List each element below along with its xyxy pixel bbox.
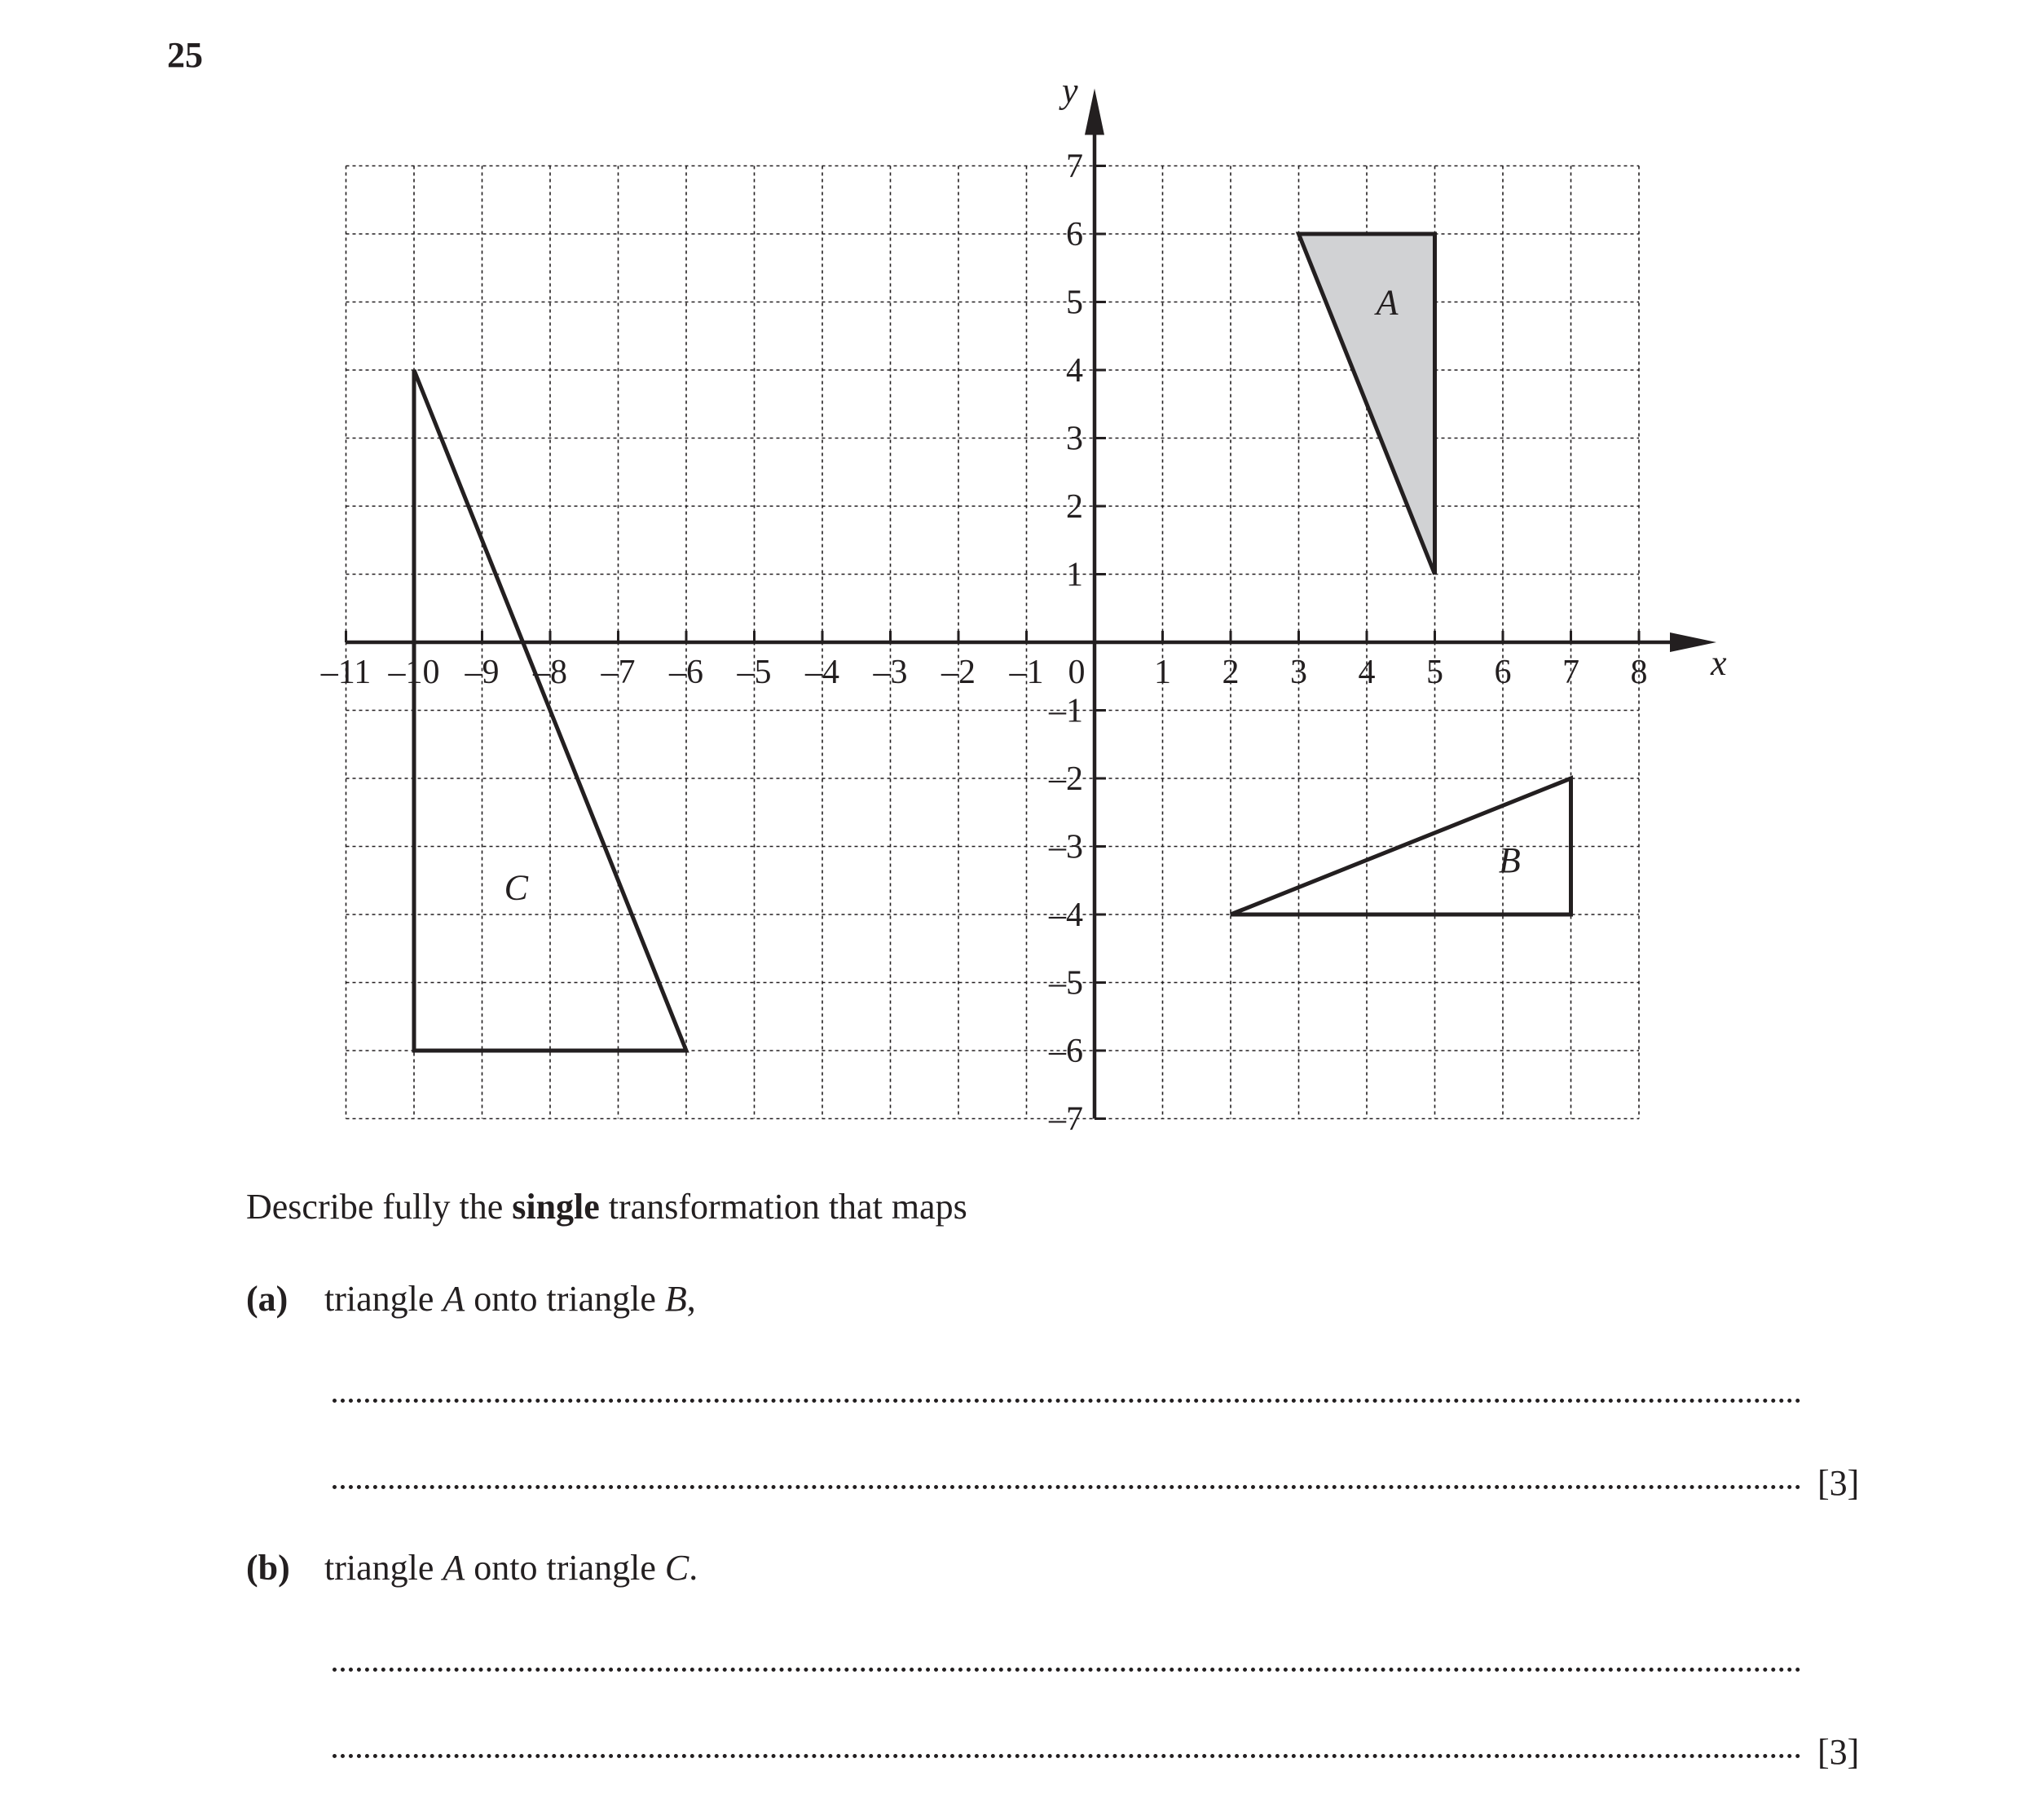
part-a-text-2: onto triangle [465,1279,665,1319]
y-tick-label: 2 [1066,488,1083,526]
y-axis-arrow [1085,89,1104,135]
x-tick-label: 3 [1290,654,1307,691]
y-tick-label: –7 [1049,1100,1083,1139]
part-a-shape-1: A [443,1279,465,1319]
x-tick-label: 5 [1426,654,1443,691]
x-tick-label: 7 [1562,654,1579,691]
part-b-shape-2: C [664,1548,689,1588]
x-tick-label: –2 [941,654,976,691]
y-axis-label: y [1062,70,1078,111]
stem-text-1: Describe fully the [246,1187,513,1227]
answer-line-b2[interactable] [333,1754,1801,1758]
triangle-a-label: A [1376,282,1399,323]
x-tick-label: –4 [805,654,839,691]
x-tick-label: 2 [1222,654,1240,691]
y-tick-label: 5 [1066,284,1083,322]
triangle-a [1299,234,1435,575]
triangle-c-label: C [504,867,528,908]
question-stem [246,1186,967,1227]
x-tick-label: –7 [601,654,636,691]
y-tick-label: 3 [1066,420,1083,458]
answer-line-a2[interactable] [333,1485,1801,1489]
y-tick-label: –1 [1049,692,1083,730]
x-tick-label: 4 [1358,654,1376,691]
x-tick-label: –8 [533,654,567,691]
part-b-text-1: triangle [324,1548,443,1588]
x-tick-label: 8 [1630,654,1648,691]
marks-b: [3] [1817,1732,1860,1772]
y-tick-label: 7 [1066,148,1083,186]
y-tick-label: –4 [1049,897,1083,934]
x-axis-arrow [1670,632,1716,652]
part-a [246,1278,696,1320]
marks-a: [3] [1817,1463,1860,1503]
y-tick-label: –6 [1049,1033,1083,1070]
x-tick-label: –3 [873,654,908,691]
x-tick-label: –11 [320,654,372,691]
x-tick-label: –1 [1009,654,1044,691]
stem-bold: single [512,1187,600,1227]
x-axis-label: x [1711,643,1727,683]
triangle-b-label: B [1498,840,1521,881]
y-tick-label: –5 [1049,964,1083,1003]
x-tick-label: –10 [388,654,440,691]
part-a-label: (a) [246,1279,289,1319]
y-tick-label: 6 [1066,216,1083,253]
y-tick-label: –2 [1049,760,1083,798]
question-number: 25 [167,35,203,75]
x-tick-label: 0 [1068,654,1086,691]
stem-text-2: transformation that maps [599,1187,967,1227]
x-tick-label: 1 [1154,654,1171,691]
x-tick-label: –9 [465,654,500,691]
x-tick-label: 6 [1494,654,1512,691]
part-b-label: (b) [246,1548,290,1588]
part-a-shape-2: B [664,1279,687,1319]
part-a-text-1: triangle [324,1279,443,1319]
x-tick-label: –5 [737,654,772,691]
part-b-text-2: onto triangle [465,1548,665,1588]
answer-line-b1[interactable] [333,1668,1801,1672]
part-b-text-3: . [689,1548,698,1588]
x-tick-label: –6 [669,654,703,691]
part-a-text-3: , [686,1279,696,1319]
part-b [246,1547,698,1589]
answer-line-a1[interactable] [333,1399,1801,1403]
y-tick-label: –3 [1049,828,1083,866]
part-b-shape-1: A [443,1548,465,1588]
y-tick-label: 4 [1066,352,1083,390]
y-tick-label: 1 [1066,556,1083,594]
